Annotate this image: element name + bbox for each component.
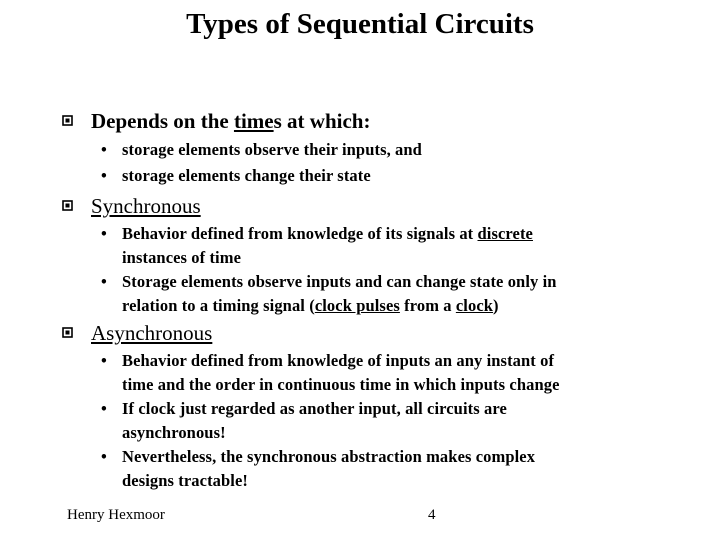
- times-link[interactable]: time: [233, 109, 274, 133]
- section-bullet-icon: [62, 115, 73, 126]
- page-number: 4: [428, 507, 436, 523]
- bullet-dot: •: [101, 351, 107, 370]
- bullet-dot: •: [101, 272, 107, 291]
- footer-author: Henry Hexmoor: [67, 507, 165, 523]
- sub-bullet-text: storage elements change their state: [122, 166, 371, 185]
- asynchronous-link[interactable]: Asynchronous: [91, 321, 213, 345]
- sub-bullet-text: Behavior defined from knowledge of its signals at discrete instances of time: [122, 224, 533, 267]
- sub-bullet-text: Behavior defined from knowledge of inputs an any instant of time and the order in continuous time in which inputs change: [122, 351, 560, 394]
- section-bullet-icon: [62, 200, 73, 211]
- sub-bullet-text: Storage elements observe inputs and can change state only in relation to a timing signal (clock pulses from a clock): [122, 272, 557, 315]
- discrete-link[interactable]: discrete: [477, 224, 533, 243]
- bullet-depends-text: Depends on the times at which:: [91, 109, 371, 133]
- bullet-dot: •: [101, 166, 107, 185]
- clock-link[interactable]: clock: [455, 296, 494, 315]
- sub-bullet-text: Nevertheless, the synchronous abstraction makes complex designs tractable!: [122, 447, 536, 490]
- sub-bullet-text: If clock just regarded as another input, all circuits are asynchronous!: [122, 399, 507, 442]
- sub-bullet-text: storage elements observe their inputs, and: [122, 140, 422, 159]
- bullet-dot: •: [101, 224, 107, 243]
- bullet-dot: •: [101, 399, 107, 418]
- clock-pulses-link[interactable]: clock pulses: [314, 296, 400, 315]
- bullet-dot: •: [101, 140, 107, 159]
- slide-title: Types of Sequential Circuits: [186, 8, 534, 40]
- section-bullet-icon: [62, 327, 73, 338]
- bullet-dot: •: [101, 447, 107, 466]
- synchronous-link[interactable]: Synchronous: [91, 194, 201, 218]
